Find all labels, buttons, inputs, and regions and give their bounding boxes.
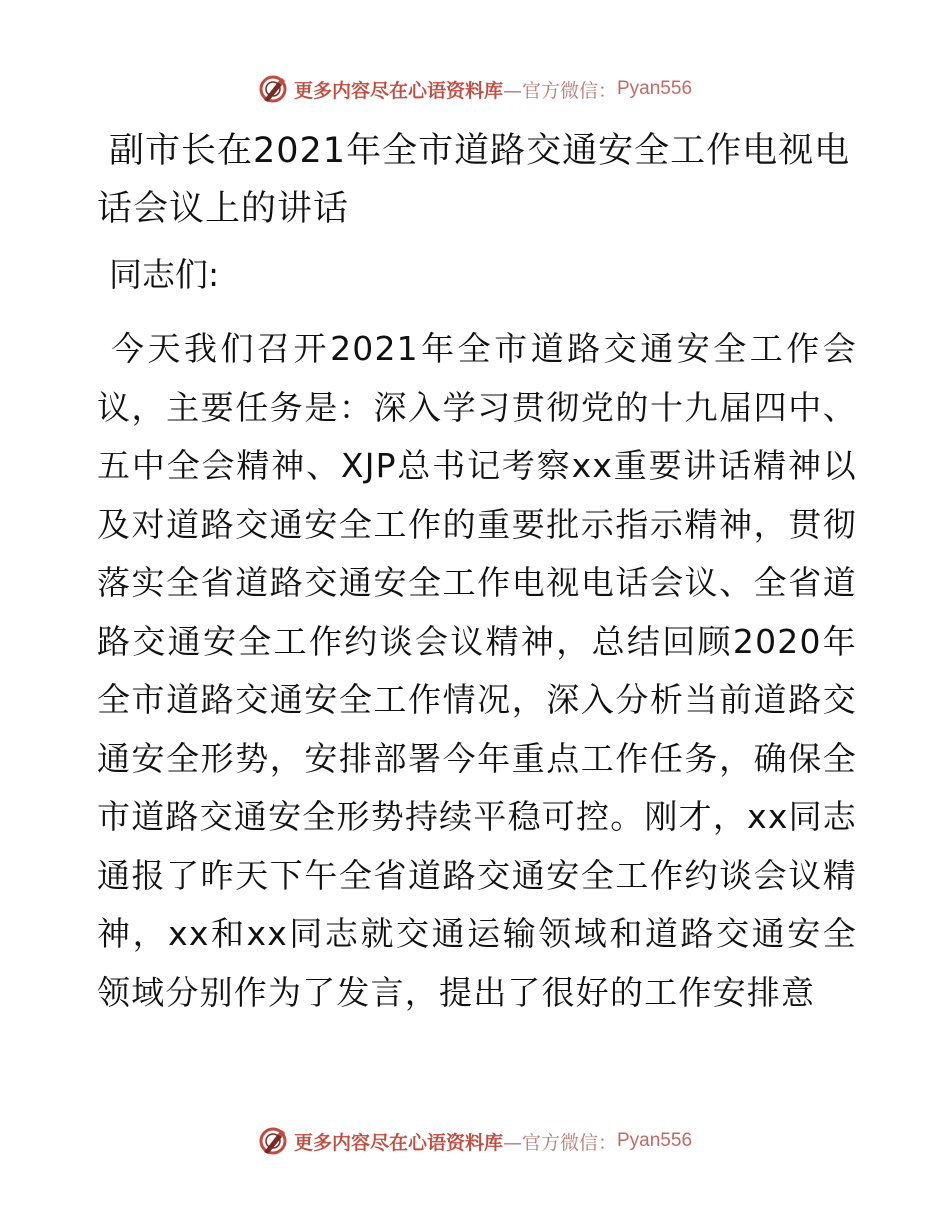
header-separator-text: —官方微信： <box>502 79 617 102</box>
body-paragraph: 今天我们召开2021年全市道路交通安全工作会议，主要任务是：深入学习贯彻党的十九届四中、五中全会精神、XJP总书记考察xx重要讲话精神以及对道路交通安全工作的重要批示指示精神，贯彻落实全省道路交通安全工作电视电话会议、全省道路交通安全工作约谈会议精神，总结回顾2020年全市道路交通安全工作情况，深入分析当前道路交通安全形势，安排部署今年重点工作任务，确保全市道路交通安全形势持续平稳可控。刚才，xx同志通报了昨天下午全省道路交通安全工作约谈会议精神，xx和xx同志就交通运输领域和道路交通安全领域分别作为了发言，提出了很好的工作安排意 <box>97 329 857 1012</box>
footer-separator-text: —官方微信： <box>502 1131 617 1154</box>
document-body <box>97 122 857 1022</box>
pen-logo-icon <box>258 1126 288 1156</box>
footer-handle-text: Pyan556 <box>617 1130 693 1151</box>
pen-logo-icon <box>258 74 288 104</box>
header-handle-text: Pyan556 <box>617 78 693 99</box>
header-brand-text: 更多内容尽在心语资料库 <box>293 79 503 102</box>
footer-watermark <box>0 1124 950 1158</box>
header-watermark <box>0 72 950 106</box>
document-title: 副市长在2021年全市道路交通安全工作电视电话会议上的讲话 <box>97 131 851 229</box>
footer-brand-text: 更多内容尽在心语资料库 <box>293 1131 503 1154</box>
salutation: 同志们: <box>109 255 220 294</box>
